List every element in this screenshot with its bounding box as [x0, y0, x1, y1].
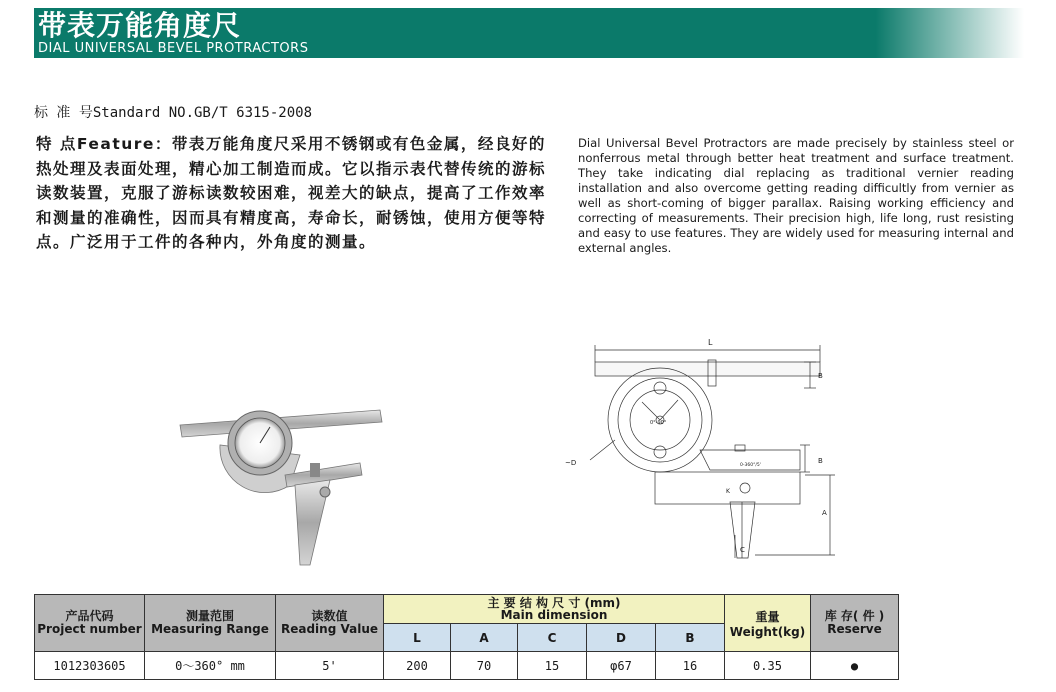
title-english: DIAL UNIVERSAL BEVEL PROTRACTORS — [38, 41, 309, 56]
label-B-right: B — [818, 457, 823, 465]
label-K: K — [726, 488, 730, 495]
dim-col-C: C — [518, 624, 587, 652]
brand-text: 0-360°/5' — [740, 463, 761, 468]
label-D: ~D — [565, 459, 577, 467]
dim-col-B: B — [656, 624, 725, 652]
label-A: A — [822, 509, 827, 517]
feature-chinese: 特 点Feature：带表万能角度尺采用不锈钢或有色金属，经良好的热处理及表面处理，精心加工制造而成。它以指示表代替传统的游标读数装置，克服了游标读数较困难，视差大的缺点，提高了工作效率和测量的准确性，因而具有精度高，寿命长，耐锈蚀，使用方便等特点。广泛用于工件的各种内，外角度的测量。 — [36, 135, 547, 251]
header-main-dimension: 主 要 结 构 尺 寸 (mm) Main dimension — [384, 595, 725, 624]
header-range: 测量范围 Measuring Range — [145, 595, 276, 652]
cell-C: 15 — [518, 652, 587, 680]
standard-number: 标 准 号Standard NO.GB/T 6315-2008 — [34, 105, 313, 121]
cell-A: 70 — [451, 652, 518, 680]
header-reserve: 库 存( 件 ) Reserve — [811, 595, 899, 652]
spec-table — [34, 594, 899, 680]
product-photo — [170, 395, 400, 570]
cell-D: φ67 — [587, 652, 656, 680]
cell-L: 200 — [384, 652, 451, 680]
technical-drawing — [560, 330, 850, 560]
page-header — [34, 8, 1024, 58]
dim-col-L: L — [384, 624, 451, 652]
table-row — [35, 652, 899, 680]
dim-col-D: D — [587, 624, 656, 652]
title-chinese: 带表万能角度尺 — [38, 9, 242, 42]
header-weight: 重量 Weight(kg) — [725, 595, 811, 652]
cell-reserve: ● — [811, 652, 899, 680]
header-project: 产品代码 Project number — [35, 595, 145, 652]
cell-B: 16 — [656, 652, 725, 680]
feature-english: Dial Universal Bevel Protractors are made precisely by stainless steel or nonferrous metal through better heat treatment and surface treatment. They take indicating dial replacing as traditional vernier reading installation and also overcome getting reading difficultly from vernier as well as short-coming of bigger parallax. Raising working efficiency and correcting of measurements. Their precision high, life long, rust resisting and easy to use features. They are widely used for measuring internal and external angles. — [578, 136, 1014, 255]
header-reading: 读数值 Reading Value — [276, 595, 384, 652]
dial-text: 0°-90° — [650, 420, 667, 426]
label-L: L — [708, 338, 713, 347]
cell-range: 0～360° mm — [145, 652, 276, 680]
label-B-top: B — [818, 372, 823, 380]
cell-project: 1012303605 — [35, 652, 145, 680]
dim-col-A: A — [451, 624, 518, 652]
cell-reading: 5' — [276, 652, 384, 680]
label-C: C — [740, 546, 745, 554]
cell-weight: 0.35 — [725, 652, 811, 680]
